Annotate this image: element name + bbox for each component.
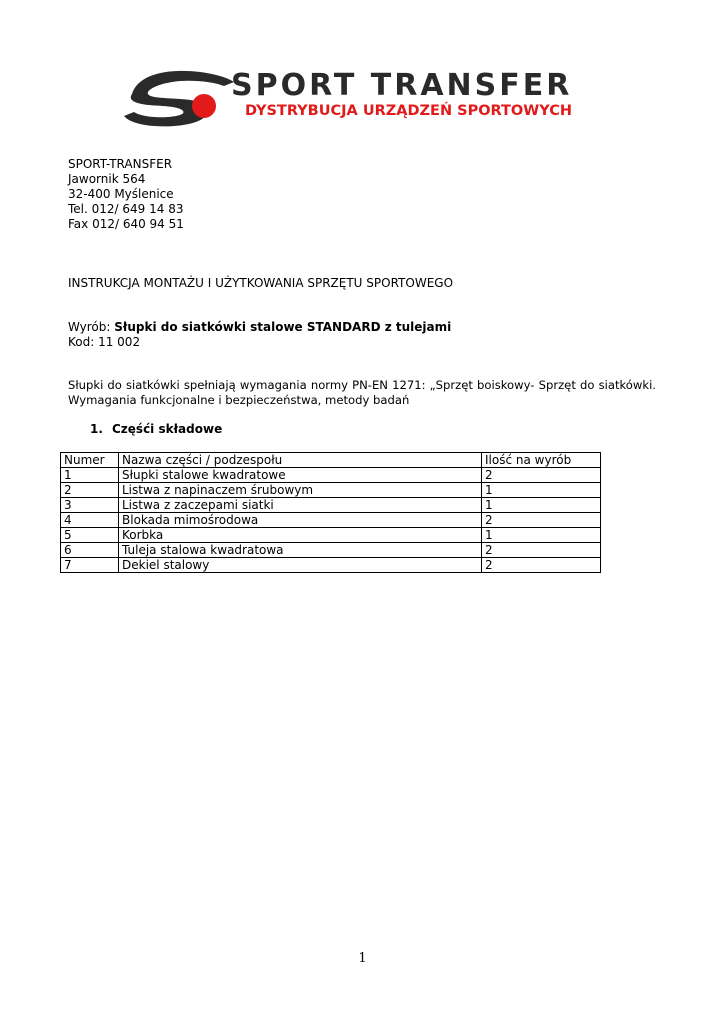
address-line: SPORT-TRANSFER bbox=[68, 157, 173, 171]
company-address bbox=[68, 157, 184, 232]
logo-tagline: DYSTRYBUCJA URZĄDZEŃ SPORTOWYCH bbox=[245, 103, 573, 119]
table-cell: Tuleja stalowa kwadratowa bbox=[119, 543, 482, 558]
address-line: Jawornik 564 bbox=[68, 172, 146, 186]
table-cell: 7 bbox=[61, 558, 119, 573]
table-cell: 1 bbox=[482, 483, 601, 498]
section-title: Częśći składowe bbox=[112, 422, 223, 436]
table-header-row bbox=[61, 453, 601, 468]
table-cell: 5 bbox=[61, 528, 119, 543]
table-cell: 3 bbox=[61, 498, 119, 513]
table-cell: 1 bbox=[482, 498, 601, 513]
table-cell: 2 bbox=[482, 558, 601, 573]
fax-line: Fax 012/ 640 94 51 bbox=[68, 217, 184, 231]
product-label: Wyrób: bbox=[68, 320, 111, 334]
table-header-cell: Ilość na wyrób bbox=[482, 453, 601, 468]
table-row bbox=[61, 558, 601, 573]
table-cell: Listwa z napinaczem śrubowym bbox=[119, 483, 482, 498]
product-info bbox=[68, 320, 451, 350]
section-number: 1. bbox=[90, 422, 103, 436]
table-row bbox=[61, 498, 601, 513]
table-row bbox=[61, 468, 601, 483]
norm-paragraph bbox=[68, 378, 656, 408]
table-header-cell: Numer bbox=[61, 453, 119, 468]
page-number: 1 bbox=[358, 951, 367, 966]
phone-line: Tel. 012/ 649 14 83 bbox=[68, 202, 184, 216]
table-cell: Korbka bbox=[119, 528, 482, 543]
norm-text-line: Słupki do siatkówki spełniają wymagania normy PN-EN 1271: „Sprzęt boiskowy- Sprzęt do siatkówki. bbox=[68, 378, 656, 392]
table-header-cell: Nazwa części / podzespołu bbox=[119, 453, 482, 468]
table-cell: 6 bbox=[61, 543, 119, 558]
table-cell: Dekiel stalowy bbox=[119, 558, 482, 573]
table-cell: Słupki stalowe kwadratowe bbox=[119, 468, 482, 483]
table-cell: 2 bbox=[61, 483, 119, 498]
table-cell: 2 bbox=[482, 543, 601, 558]
table-row bbox=[61, 528, 601, 543]
table-cell: 1 bbox=[61, 468, 119, 483]
table-cell: 2 bbox=[482, 513, 601, 528]
table-row bbox=[61, 483, 601, 498]
table-row bbox=[61, 543, 601, 558]
table-row bbox=[61, 513, 601, 528]
section-heading bbox=[90, 422, 222, 437]
table-cell: 4 bbox=[61, 513, 119, 528]
table-cell: Listwa z zaczepami siatki bbox=[119, 498, 482, 513]
product-line bbox=[68, 320, 451, 335]
document-title: INSTRUKCJA MONTAŻU I UŻYTKOWANIA SPRZĘTU SPORTOWEGO bbox=[68, 276, 454, 290]
product-code: Kod: 11 002 bbox=[68, 335, 141, 349]
table-cell: 1 bbox=[482, 528, 601, 543]
logo-name: SPORT TRANSFER bbox=[231, 68, 573, 103]
parts-table bbox=[60, 452, 601, 573]
table-cell: Blokada mimośrodowa bbox=[119, 513, 482, 528]
norm-text-line: Wymagania funkcjonalne i bezpieczeństwa, metody badań bbox=[68, 393, 410, 407]
table-cell: 2 bbox=[482, 468, 601, 483]
product-name: Słupki do siatkówki stalowe STANDARD z tulejami bbox=[114, 320, 452, 334]
company-logo bbox=[124, 66, 604, 130]
address-line: 32-400 Myślenice bbox=[68, 187, 174, 201]
